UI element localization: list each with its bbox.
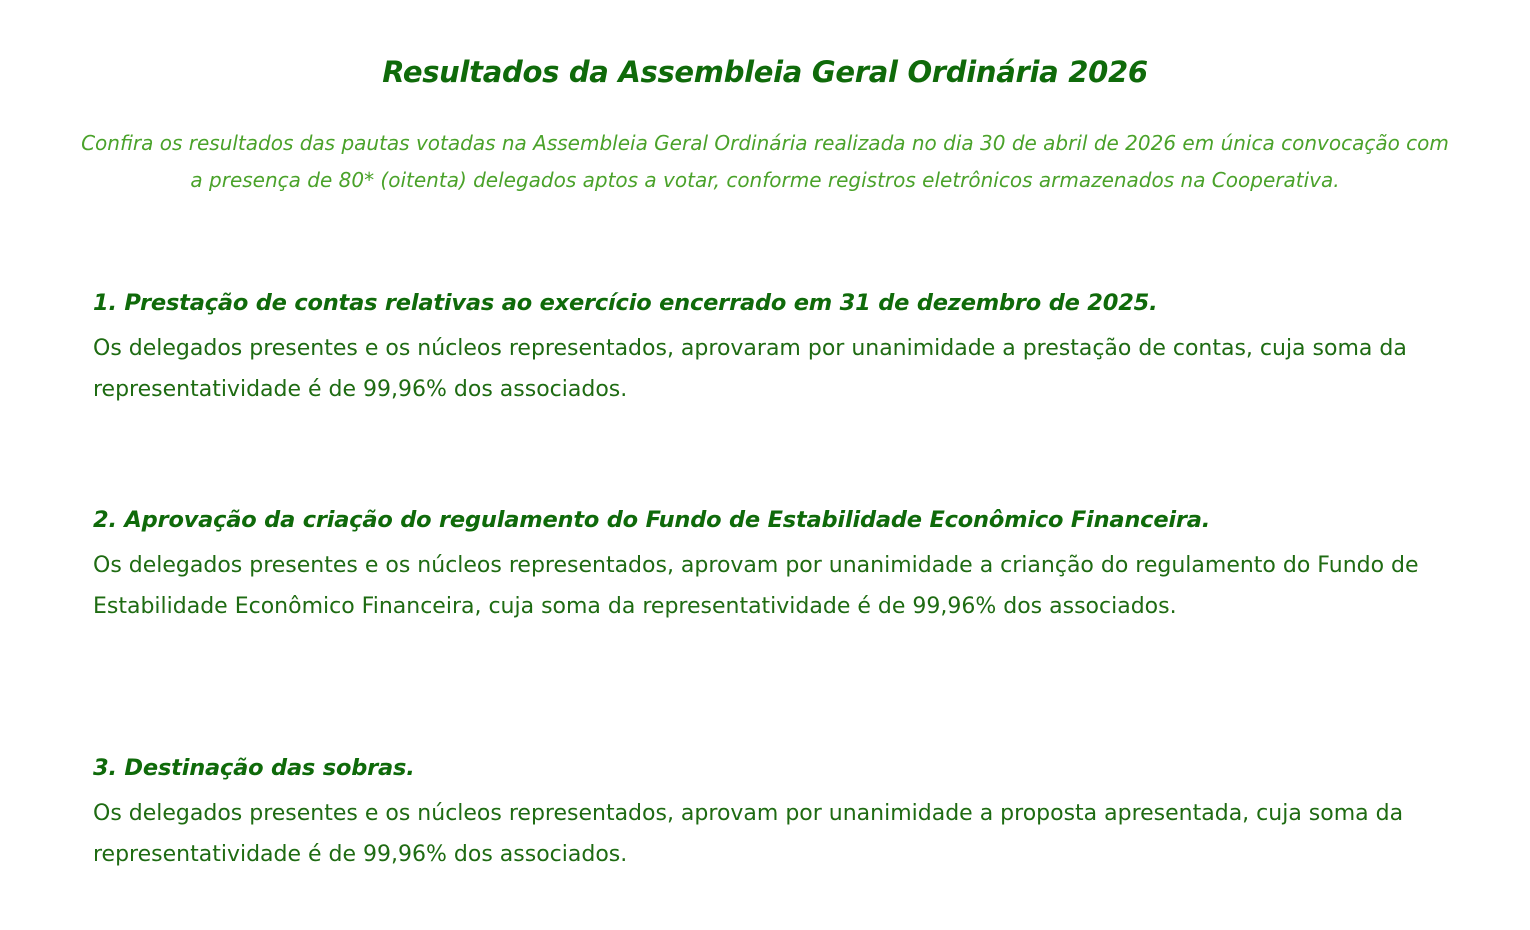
agenda-item-1-result: Os delegados presentes e os núcleos representados, aprovaram por unanimidade a prestação de contas, cuja soma da representatividade é de 99,96% dos associados. — [93, 336, 1407, 402]
page-title: Resultados da Assembleia Geral Ordinária 2026 — [382, 55, 1148, 89]
agenda-item-1-heading: 1. Prestação de contas relativas ao exercício encerrado em 31 de dezembro de 2025. — [93, 290, 1158, 316]
agenda-item-2-heading: 2. Aprovação da criação do regulamento do Fundo de Estabilidade Econômico Financeira. — [93, 507, 1211, 533]
agenda-item-2 — [93, 503, 1433, 627]
agenda-item-2-result: Os delegados presentes e os núcleos representados, aprovam por unanimidade a crianção do regulamento do Fundo de Estabilidade Econômico Financeira, cuja soma da representatividade é de 99,96% dos associados. — [93, 553, 1419, 619]
agenda-item-3-heading: 3. Destinação das sobras. — [93, 755, 415, 781]
agenda-item-3-result: Os delegados presentes e os núcleos representados, aprovam por unanimidade a proposta apresentada, cuja soma da representatividade é de 99,96% dos associados. — [93, 801, 1404, 867]
agenda-item-1 — [93, 286, 1433, 410]
intro-paragraph: Confira os resultados das pautas votadas na Assembleia Geral Ordinária realizada no dia 30 de abril de 2026 em única convocação com a presença de 80* (oitenta) delegados aptos a votar, conforme registros eletrônicos armazenados na Cooperativa. — [81, 131, 1449, 192]
agenda-item-3 — [93, 751, 1433, 875]
